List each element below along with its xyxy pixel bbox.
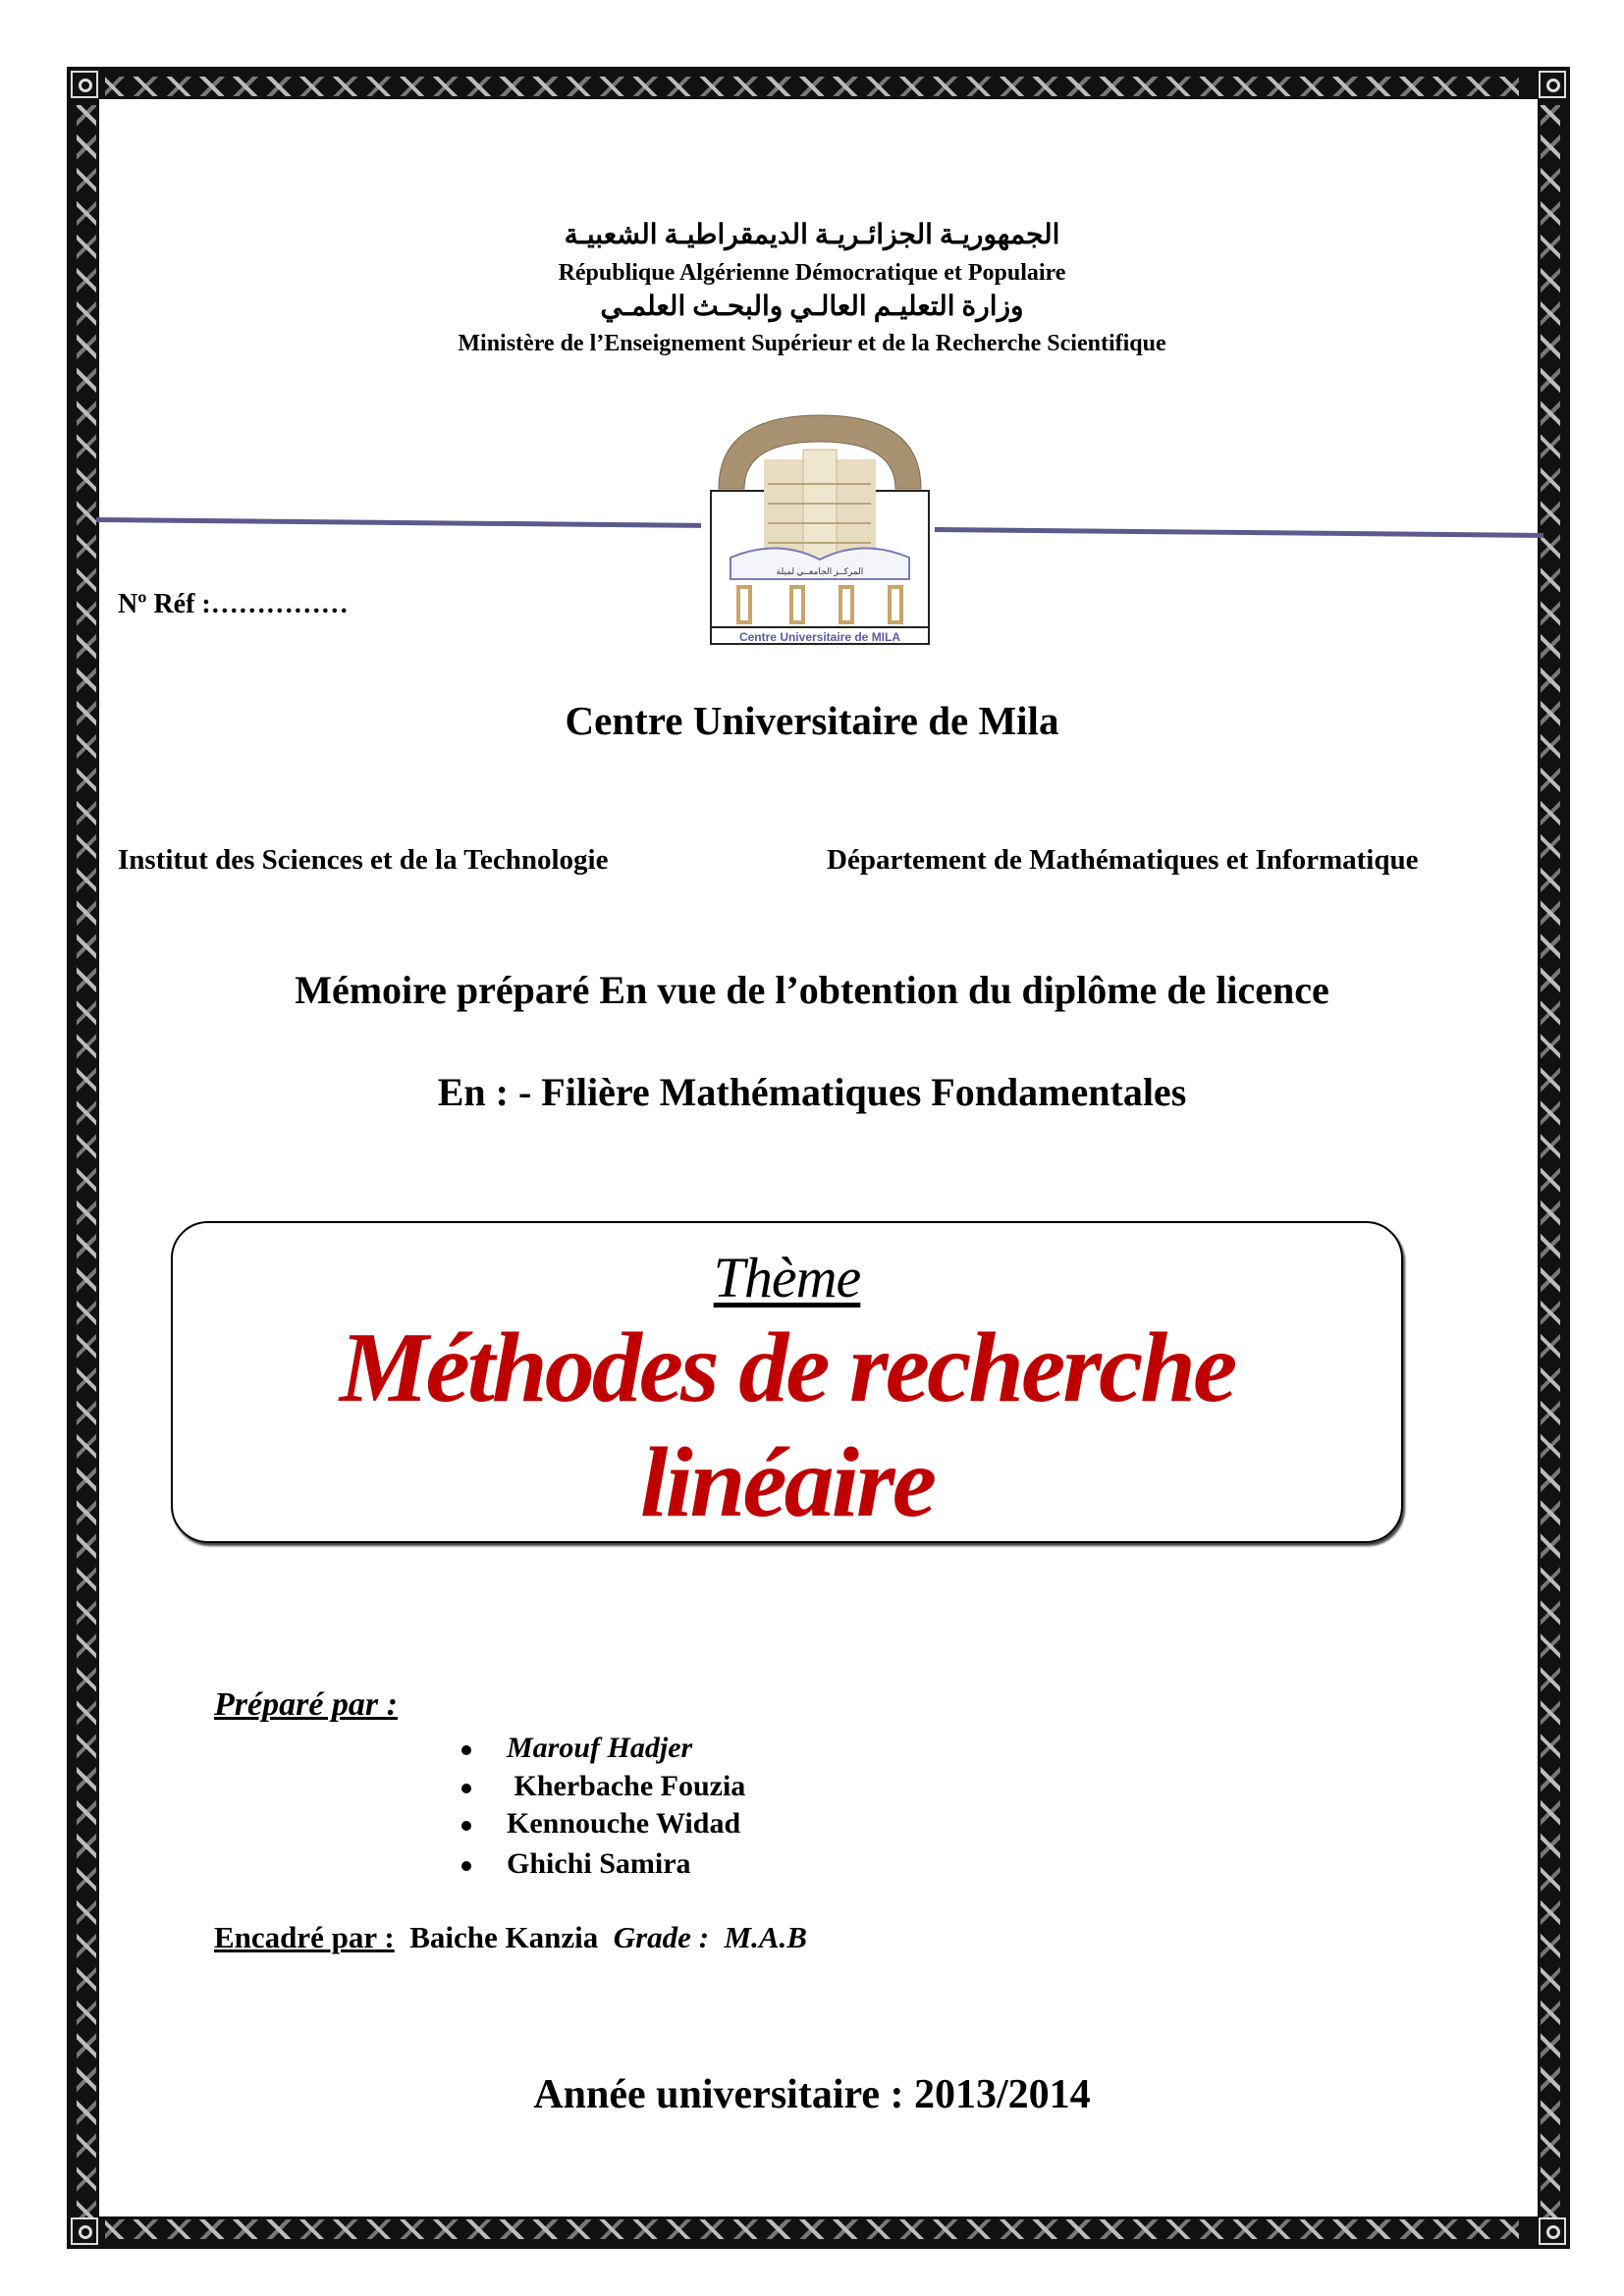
memoire-description: Mémoire préparé En vue de l’obtention du diplôme de licence bbox=[295, 968, 1329, 1012]
arabic-republic: الجمهوريـة الجزائـريـة الديمقراطيـة الشعبيـة bbox=[564, 220, 1060, 250]
supervisor-grade: M.A.B bbox=[724, 1920, 807, 1954]
grade-label: Grade : bbox=[613, 1920, 710, 1954]
logo-arabic-caption: المركــز الجامعــي لميلة bbox=[776, 566, 864, 576]
filiere: En : - Filière Mathématiques Fondamentales bbox=[437, 1070, 1187, 1114]
republic-name: République Algérienne Démocratique et Populaire bbox=[558, 260, 1066, 286]
supervisor-name: Baiche Kanzia bbox=[409, 1920, 599, 1954]
border-corner-icon bbox=[71, 71, 98, 98]
border-pattern-right bbox=[1541, 105, 1560, 2219]
logo-caption: Centre Universitaire de MILA bbox=[738, 630, 901, 644]
border-pattern-bottom bbox=[105, 2219, 1519, 2239]
ministry-name: Ministère de l’Enseignement Supérieur et de la Recherche Scientifique bbox=[458, 331, 1166, 356]
border-pattern-left bbox=[77, 105, 96, 2219]
theme-title-line1: Méthodes de recherche bbox=[339, 1312, 1235, 1423]
border-corner-icon bbox=[71, 2217, 98, 2245]
border-pattern-top bbox=[105, 77, 1519, 96]
arabic-ministry: وزارة التعليـم العالـي والبحـث العلمـي bbox=[600, 292, 1024, 322]
department-name: Département de Mathématiques et Informatique bbox=[827, 844, 1419, 876]
border-corner-icon bbox=[1539, 71, 1566, 98]
reference-number: Nº Réf :…………… bbox=[118, 589, 349, 619]
theme-label: Thème bbox=[713, 1246, 861, 1309]
theme-title-line2: linéaire bbox=[640, 1427, 934, 1538]
bullet-icon bbox=[461, 1745, 471, 1755]
student-name: Kennouche Widad bbox=[507, 1807, 741, 1840]
student-name: Marouf Hadjer bbox=[507, 1732, 693, 1764]
prepared-by-label: Préparé par : bbox=[214, 1686, 398, 1723]
border-corner-icon bbox=[1539, 2217, 1566, 2245]
student-name: Ghichi Samira bbox=[507, 1847, 691, 1880]
student-name: Kherbache Fouzia bbox=[507, 1770, 746, 1802]
university-name: Centre Universitaire de Mila bbox=[565, 698, 1059, 743]
bullet-icon bbox=[461, 1784, 471, 1793]
university-logo bbox=[709, 410, 931, 647]
supervisor-label: Encadré par : bbox=[214, 1920, 395, 1954]
bullet-icon bbox=[461, 1821, 471, 1831]
institute-name: Institut des Sciences et de la Technologie bbox=[118, 844, 609, 876]
academic-year: Année universitaire : 2013/2014 bbox=[533, 2072, 1091, 2117]
bullet-icon bbox=[461, 1861, 471, 1871]
